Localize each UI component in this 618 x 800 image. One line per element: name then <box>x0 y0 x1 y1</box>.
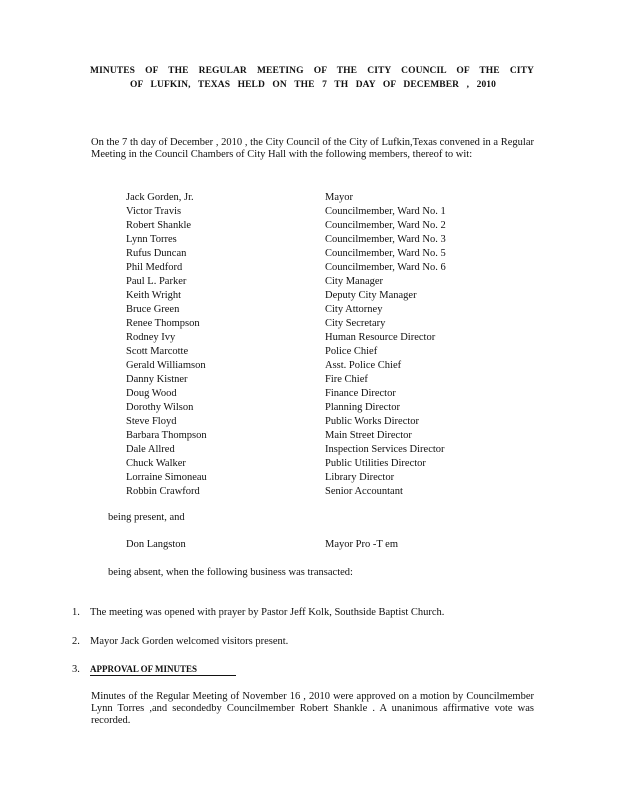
member-row <box>126 261 486 275</box>
member-title: Senior Accountant <box>325 486 403 497</box>
member-row <box>126 219 486 233</box>
member-name: Rufus Duncan <box>126 248 187 259</box>
member-name: Lynn Torres <box>126 234 177 245</box>
item-text: The meeting was opened with prayer by Pastor Jeff Kolk, Southside Baptist Church. <box>90 607 445 618</box>
member-title: Councilmember, Ward No. 5 <box>325 248 446 259</box>
item-text: Mayor Jack Gorden welcomed visitors present. <box>90 636 289 647</box>
member-title: Human Resource Director <box>325 332 436 343</box>
member-row <box>126 303 486 317</box>
member-name: Chuck Walker <box>126 458 186 469</box>
agenda-item <box>72 636 534 647</box>
member-row <box>126 443 486 457</box>
member-title: Councilmember, Ward No. 2 <box>325 220 446 231</box>
member-title: Public Utilities Director <box>325 458 426 469</box>
member-name: Gerald Williamson <box>126 360 206 371</box>
title-line-1: MINUTES OF THE REGULAR MEETING OF THE CITY COUNCIL OF THE CITY <box>90 66 534 76</box>
absent-member-title: Mayor Pro -T em <box>325 539 399 550</box>
member-title: Finance Director <box>325 388 396 399</box>
member-name: Danny Kistner <box>126 374 188 385</box>
members-list <box>126 191 486 499</box>
member-row <box>126 247 486 261</box>
member-title: Library Director <box>325 472 395 483</box>
member-row <box>126 205 486 219</box>
item-number: 2. <box>72 636 80 647</box>
section-heading: APPROVAL OF MINUTES <box>90 664 236 676</box>
agenda-item <box>72 607 534 618</box>
member-title: Inspection Services Director <box>325 444 445 455</box>
member-name: Robbin Crawford <box>126 486 200 497</box>
member-row <box>126 345 486 359</box>
member-row <box>126 471 486 485</box>
member-title: Councilmember, Ward No. 1 <box>325 206 446 217</box>
member-title: City Attorney <box>325 304 383 315</box>
member-title: City Secretary <box>325 318 386 329</box>
intro-paragraph: On the 7 th day of December , 2010 , the City Council of the City of Lufkin,Texas convened in a Regular Meeting in the Council Chambers of City Hall with the following members, thereof to wit: <box>91 137 534 160</box>
member-row <box>126 387 486 401</box>
absent-member-name: Don Langston <box>126 539 186 550</box>
item-number: 1. <box>72 607 80 618</box>
member-title: Deputy City Manager <box>325 290 417 301</box>
member-row <box>126 415 486 429</box>
minutes-approval-paragraph: Minutes of the Regular Meeting of November 16 , 2010 were approved on a motion by Councilmember Lynn Torres ,and secondedby Councilmember Robert Shankle . A unanimous affirmative vote was recorded. <box>91 691 534 726</box>
member-title: Main Street Director <box>325 430 412 441</box>
member-name: Robert Shankle <box>126 220 192 231</box>
member-row <box>126 485 486 499</box>
member-name: Scott Marcotte <box>126 346 189 357</box>
member-row <box>126 275 486 289</box>
member-row <box>126 457 486 471</box>
member-title: Asst. Police Chief <box>325 360 402 371</box>
member-name: Dorothy Wilson <box>126 402 194 413</box>
member-title: Mayor <box>325 192 353 203</box>
present-text: being present, and <box>108 512 185 523</box>
member-name: Phil Medford <box>126 262 183 273</box>
member-row <box>126 331 486 345</box>
member-name: Renee Thompson <box>126 318 200 329</box>
member-title: City Manager <box>325 276 384 287</box>
item-number: 3. <box>72 664 80 675</box>
member-row <box>126 401 486 415</box>
business-text: being absent, when the following business was transacted: <box>108 567 353 578</box>
member-title: Councilmember, Ward No. 6 <box>325 262 446 273</box>
member-name: Barbara Thompson <box>126 430 207 441</box>
member-title: Public Works Director <box>325 416 420 427</box>
member-row <box>126 233 486 247</box>
member-name: Jack Gorden, Jr. <box>126 192 194 203</box>
member-row <box>126 373 486 387</box>
member-name: Doug Wood <box>126 388 177 399</box>
member-name: Keith Wright <box>126 290 182 301</box>
member-name: Rodney Ivy <box>126 332 176 343</box>
member-row <box>126 359 486 373</box>
member-name: Paul L. Parker <box>126 276 187 287</box>
member-name: Victor Travis <box>126 206 182 217</box>
member-title: Police Chief <box>325 346 378 357</box>
member-name: Steve Floyd <box>126 416 177 427</box>
member-name: Bruce Green <box>126 304 180 315</box>
member-name: Lorraine Simoneau <box>126 472 207 483</box>
member-title: Planning Director <box>325 402 400 413</box>
agenda-item <box>72 664 534 676</box>
title-line-2: OF LUFKIN, TEXAS HELD ON THE 7 TH DAY OF DECEMBER , 2010 <box>130 80 496 90</box>
member-row <box>126 317 486 331</box>
member-name: Dale Allred <box>126 444 175 455</box>
member-title: Fire Chief <box>325 374 368 385</box>
member-row <box>126 191 486 205</box>
member-row <box>126 289 486 303</box>
member-row <box>126 429 486 443</box>
member-title: Councilmember, Ward No. 3 <box>325 234 446 245</box>
